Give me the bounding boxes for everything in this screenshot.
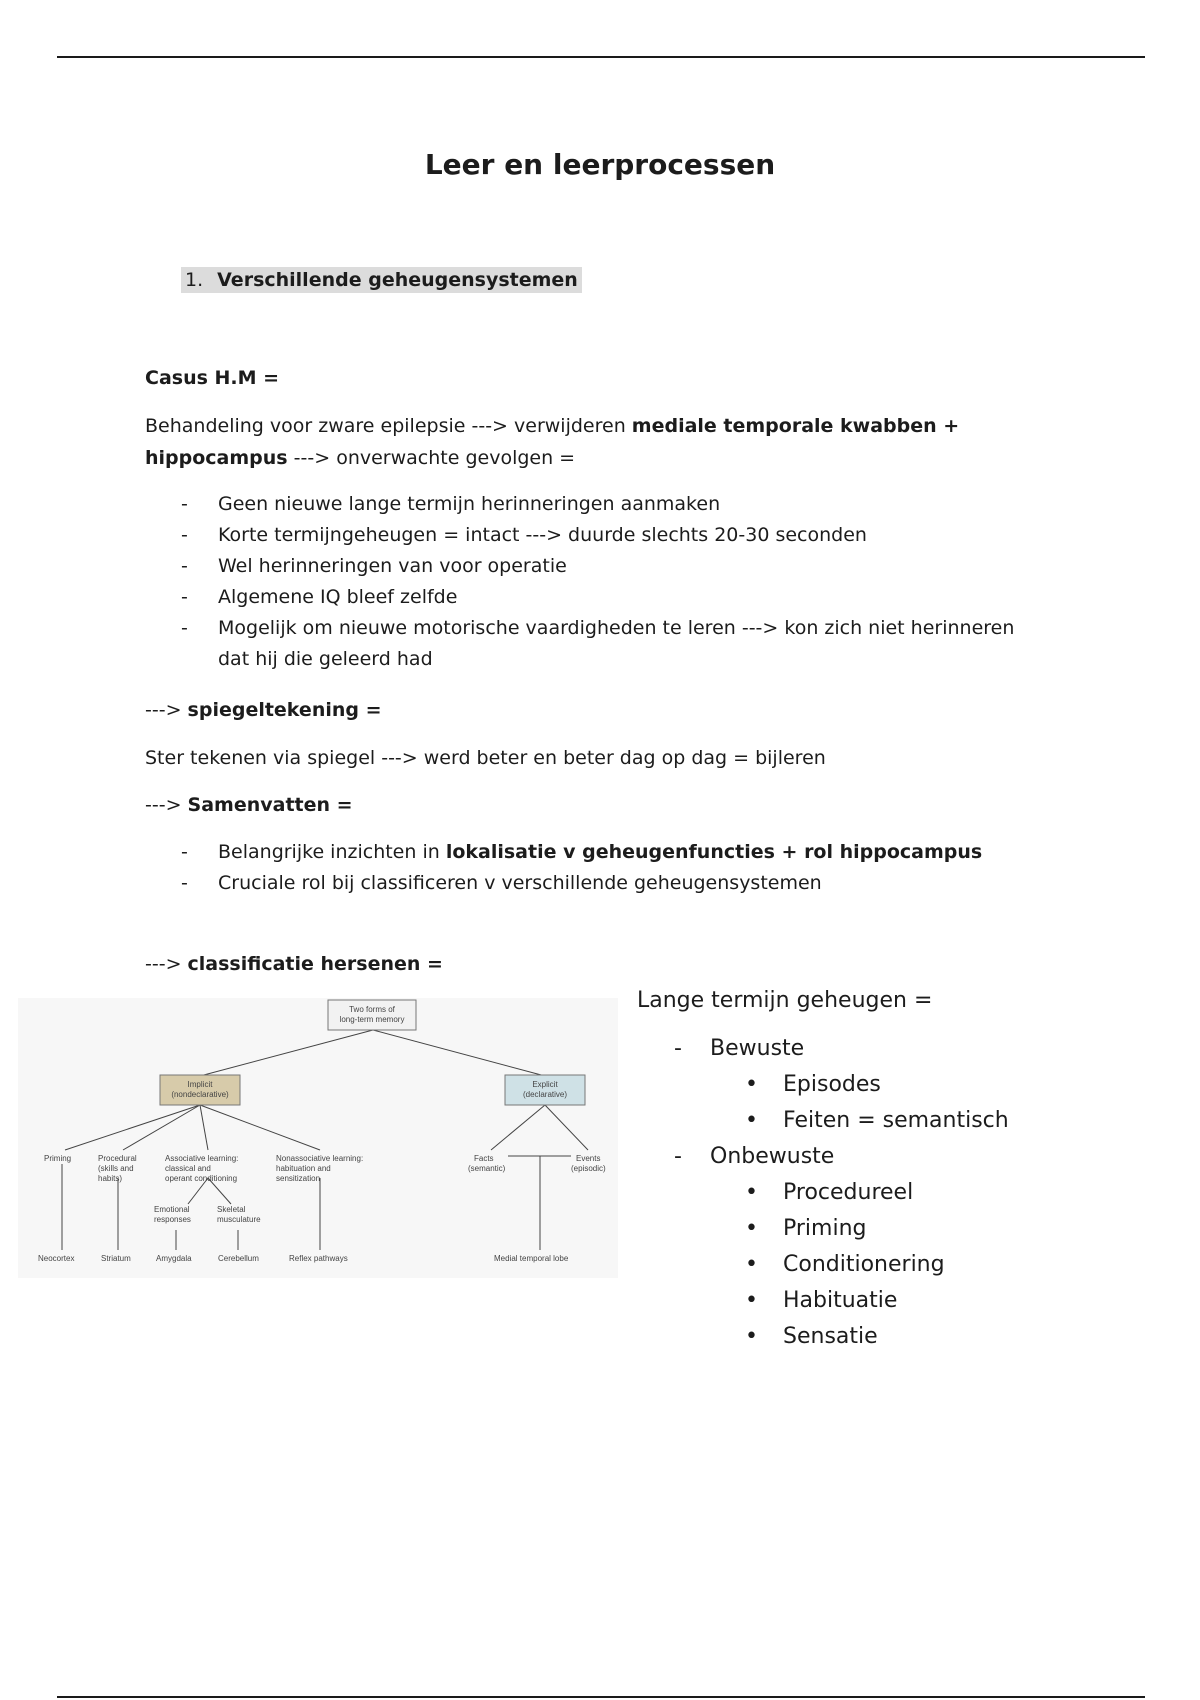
events-label: Events (episodic) xyxy=(571,1154,606,1173)
list-item: • Procedureel xyxy=(710,1175,1157,1211)
list-item: - Cruciale rol bij classificeren v verschillende geheugensystemen xyxy=(181,868,1081,899)
lange-termijn-list xyxy=(637,983,1157,1355)
list-item: - Korte termijngeheugen = intact ---> duurde slechts 20-30 seconden xyxy=(181,520,1051,551)
bewuste-sublist xyxy=(710,1067,1157,1139)
spiegel-heading-text: spiegeltekening = xyxy=(187,699,382,721)
bewuste-label: Bewuste xyxy=(710,1036,805,1061)
associative-label: Associative learning: classical and operant conditioning xyxy=(165,1154,239,1183)
spiegel-heading xyxy=(145,694,382,726)
list-item: - Wel herinneringen van voor operatie xyxy=(181,551,1051,582)
section-heading xyxy=(181,267,582,293)
list-item: • Feiten = semantisch xyxy=(710,1103,1157,1139)
dash-marker: - xyxy=(674,1144,682,1169)
samenvatten-item-bold: lokalisatie v geheugenfuncties + rol hippocampus xyxy=(445,841,983,863)
casus-heading: Casus H.M = xyxy=(145,367,280,389)
memory-types xyxy=(637,1031,1157,1355)
list-item xyxy=(637,1139,1157,1355)
lange-termijn-heading: Lange termijn geheugen = xyxy=(637,988,933,1013)
casus-text-a: Behandeling voor zware epilepsie ---> verwijderen xyxy=(145,415,632,437)
skeletal-label: Skeletal musculature xyxy=(217,1205,261,1224)
onbewuste-sublist xyxy=(710,1175,1157,1355)
section-number: 1. xyxy=(185,269,204,291)
list-item: - Mogelijk om nieuwe motorische vaardigheden te leren ---> kon zich niet herinneren dat hij die geleerd had xyxy=(181,613,1051,675)
samenvatten-list xyxy=(181,837,1081,899)
emotional-label: Emotional responses xyxy=(154,1205,191,1224)
samenvatten-heading-text: Samenvatten = xyxy=(187,794,353,816)
striatum-label: Striatum xyxy=(101,1254,131,1263)
onbewuste-label: Onbewuste xyxy=(710,1144,835,1169)
priming-label: Priming xyxy=(44,1154,72,1163)
memory-classification-diagram xyxy=(18,998,618,1278)
list-item xyxy=(637,1031,1157,1139)
page-title: Leer en leerprocessen xyxy=(424,148,776,181)
list-item: • Habituatie xyxy=(710,1283,1157,1319)
arrow: ---> xyxy=(145,699,188,721)
neocortex-label: Neocortex xyxy=(38,1254,75,1263)
diagram-background xyxy=(18,998,618,1278)
nonassociative-label: Nonassociative learning: habituation and sensitization xyxy=(276,1154,364,1183)
list-item xyxy=(181,837,1081,868)
implicit-label: Implicit (nondeclarative) xyxy=(171,1080,229,1099)
arrow: ---> xyxy=(145,794,188,816)
list-item: - Geen nieuwe lange termijn herinneringen aanmaken xyxy=(181,489,1051,520)
casus-text-bold: mediale temporale kwabben + hippocampus xyxy=(145,415,960,469)
root-label: Two forms of long-term memory xyxy=(339,1005,405,1024)
amygdala-label: Amygdala xyxy=(156,1254,192,1263)
section-label: Verschillende geheugensystemen xyxy=(217,269,578,291)
samenvatten-heading xyxy=(145,789,353,821)
list-item: • Conditionering xyxy=(710,1247,1157,1283)
list-item: - Algemene IQ bleef zelfde xyxy=(181,582,1051,613)
header-rule xyxy=(57,56,1145,58)
classificatie-heading-text: classificatie hersenen = xyxy=(187,953,443,975)
samenvatten-item-a: Belangrijke inzichten in xyxy=(218,841,446,863)
casus-list xyxy=(181,489,1051,675)
procedural-label: Procedural (skills and habits) xyxy=(98,1154,137,1183)
medial-label: Medial temporal lobe xyxy=(494,1254,569,1263)
footer-rule xyxy=(57,1696,1145,1698)
cerebellum-label: Cerebellum xyxy=(218,1254,259,1263)
facts-label: Facts (semantic) xyxy=(468,1154,506,1173)
explicit-label: Explicit (declarative) xyxy=(522,1080,568,1099)
classificatie-heading xyxy=(145,948,443,980)
casus-text-c: ---> onverwachte gevolgen = xyxy=(287,447,576,469)
casus-text xyxy=(145,410,985,474)
list-item: • Sensatie xyxy=(710,1319,1157,1355)
arrow: ---> xyxy=(145,953,188,975)
list-item: • Episodes xyxy=(710,1067,1157,1103)
spiegel-text: Ster tekenen via spiegel ---> werd beter en beter dag op dag = bijleren xyxy=(145,747,826,769)
list-item: • Priming xyxy=(710,1211,1157,1247)
dash-marker: - xyxy=(674,1036,682,1061)
reflex-label: Reflex pathways xyxy=(289,1254,348,1263)
